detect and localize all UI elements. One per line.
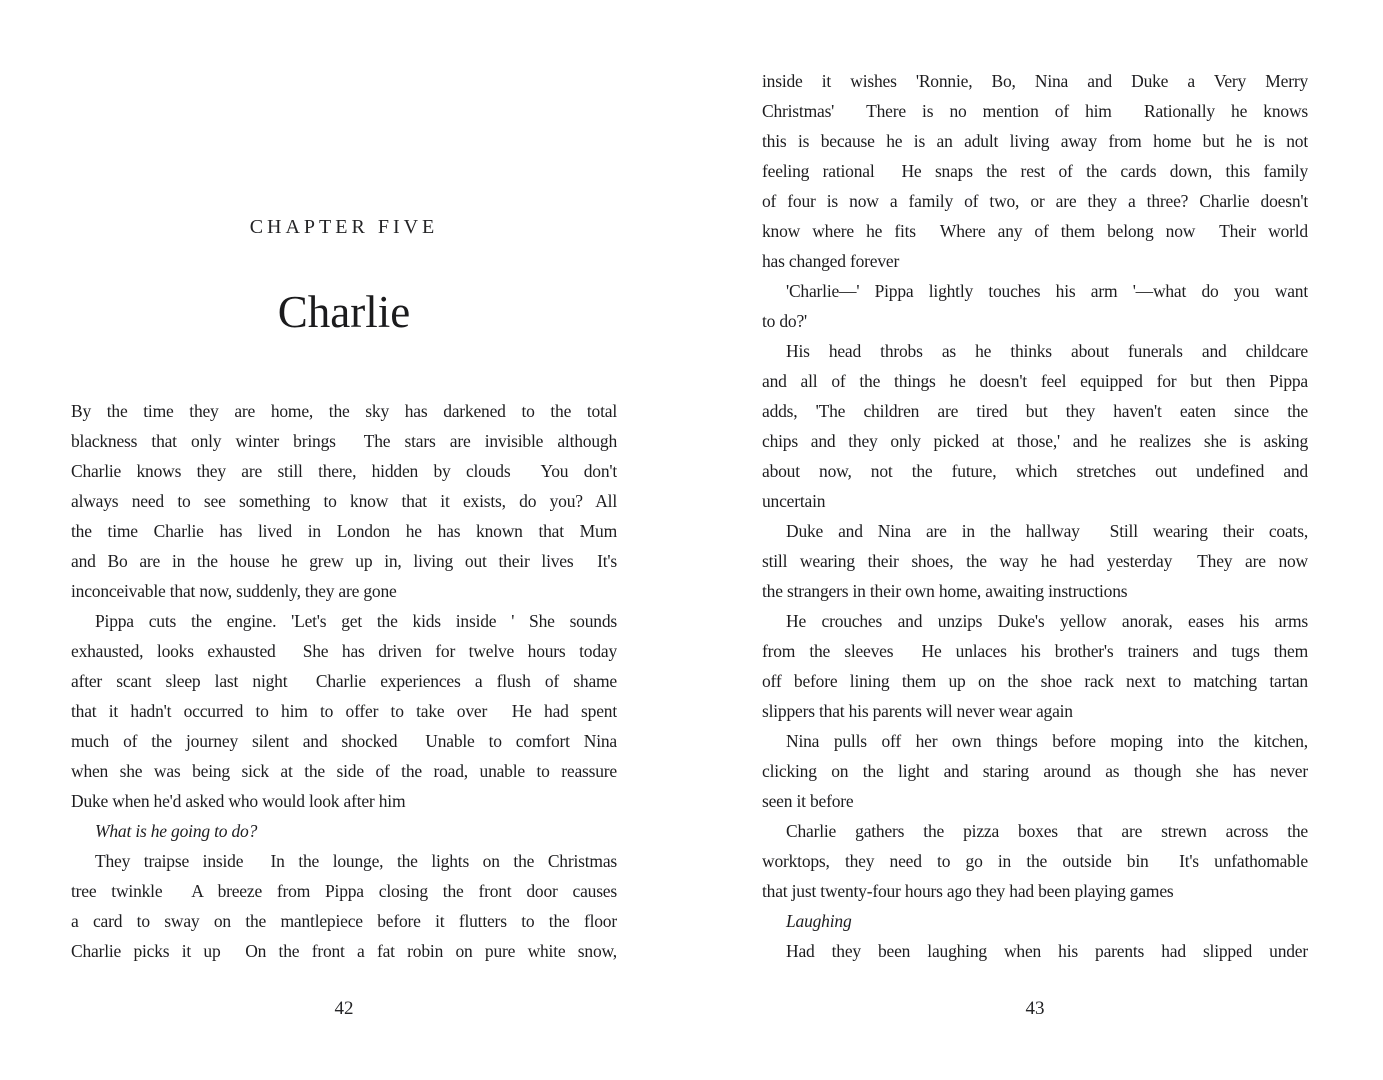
text-line: about now, not the future, which stretches out undefined and [762, 461, 1308, 481]
text-line: after scant sleep last night Charlie experiences a flush of shame [71, 671, 617, 691]
text-line: much of the journey silent and shocked Unable to comfort Nina [71, 731, 617, 751]
chapter-label: CHAPTER FIVE [249, 216, 439, 238]
text-line: adds, 'The children are tired but they haven't eaten since the [762, 401, 1308, 421]
text-line: has changed forever [762, 251, 900, 271]
text-line: Laughing [786, 911, 852, 931]
text-line: His head throbs as he thinks about funerals and childcare [786, 341, 1308, 361]
text-line: and Bo are in the house he grew up in, living out their lives It's [71, 551, 617, 571]
text-line: Charlie gathers the pizza boxes that are strewn across the [786, 821, 1308, 841]
text-line: Charlie picks it up On the front a fat robin on pure white snow, [71, 941, 617, 961]
text-line: Had they been laughing when his parents had slipped under [786, 941, 1308, 961]
text-line: Charlie knows they are still there, hidden by clouds You don't [71, 461, 617, 481]
text-line: seen it before [762, 791, 854, 811]
text-line: of four is now a family of two, or are they a three? Charlie doesn't [762, 191, 1308, 211]
text-line: He crouches and unzips Duke's yellow anorak, eases his arms [786, 611, 1308, 631]
text-line: clicking on the light and staring around as though she has never [762, 761, 1308, 781]
text-line: that it hadn't occurred to him to offer to take over He had spent [71, 701, 617, 721]
text-line: Nina pulls off her own things before moping into the kitchen, [786, 731, 1308, 751]
text-line: slippers that his parents will never wear again [762, 701, 1073, 721]
chapter-title: Charlie [277, 287, 411, 337]
text-line: this is because he is an adult living away from home but he is not [762, 131, 1308, 151]
text-line: and all of the things he doesn't feel equipped for but then Pippa [762, 371, 1308, 391]
text-line: to do?' [762, 311, 808, 331]
text-line: Pippa cuts the engine. 'Let's get the kids inside ' She sounds [95, 611, 617, 631]
text-line: Duke and Nina are in the hallway Still wearing their coats, [786, 521, 1308, 541]
text-line: 'Charlie—' Pippa lightly touches his arm '—what do you want [786, 281, 1308, 301]
text-line: Duke when he'd asked who would look after him [71, 791, 406, 811]
text-line: inconceivable that now, suddenly, they are gone [71, 581, 397, 601]
text-line: Christmas' There is no mention of him Rationally he knows [762, 101, 1308, 121]
text-line: tree twinkle A breeze from Pippa closing the front door causes [71, 881, 617, 901]
page-text [71, 396, 617, 966]
text-line: always need to see something to know that it exists, do you? All [71, 491, 617, 511]
page-left [71, 0, 617, 1080]
text-line: from the sleeves He unlaces his brother's trainers and tugs them [762, 641, 1308, 661]
text-line: off before lining them up on the shoe rack next to matching tartan [762, 671, 1308, 691]
text-line: know where he fits Where any of them belong now Their world [762, 221, 1308, 241]
page-number: 42 [334, 998, 354, 1019]
text-line: inside it wishes 'Ronnie, Bo, Nina and Duke a Very Merry [762, 71, 1308, 91]
text-line: uncertain [762, 491, 826, 511]
text-line: a card to sway on the mantlepiece before it flutters to the floor [71, 911, 617, 931]
text-line: By the time they are home, the sky has darkened to the total [71, 401, 617, 421]
page-right [762, 0, 1308, 1080]
text-line: that just twenty-four hours ago they had been playing games [762, 881, 1174, 901]
text-line: worktops, they need to go in the outside bin It's unfathomable [762, 851, 1308, 871]
text-line: blackness that only winter brings The stars are invisible although [71, 431, 617, 451]
text-line: feeling rational He snaps the rest of the cards down, this family [762, 161, 1308, 181]
text-line: What is he going to do? [95, 821, 258, 841]
page-number: 43 [1025, 998, 1045, 1019]
text-line: still wearing their shoes, the way he had yesterday They are now [762, 551, 1308, 571]
text-line: the time Charlie has lived in London he has known that Mum [71, 521, 617, 541]
text-line: exhausted, looks exhausted She has driven for twelve hours today [71, 641, 617, 661]
page-text [762, 66, 1308, 966]
text-line: chips and they only picked at those,' and he realizes she is asking [762, 431, 1308, 451]
text-line: when she was being sick at the side of the road, unable to reassure [71, 761, 617, 781]
text-line: They traipse inside In the lounge, the lights on the Christmas [95, 851, 617, 871]
text-line: the strangers in their own home, awaiting instructions [762, 581, 1128, 601]
